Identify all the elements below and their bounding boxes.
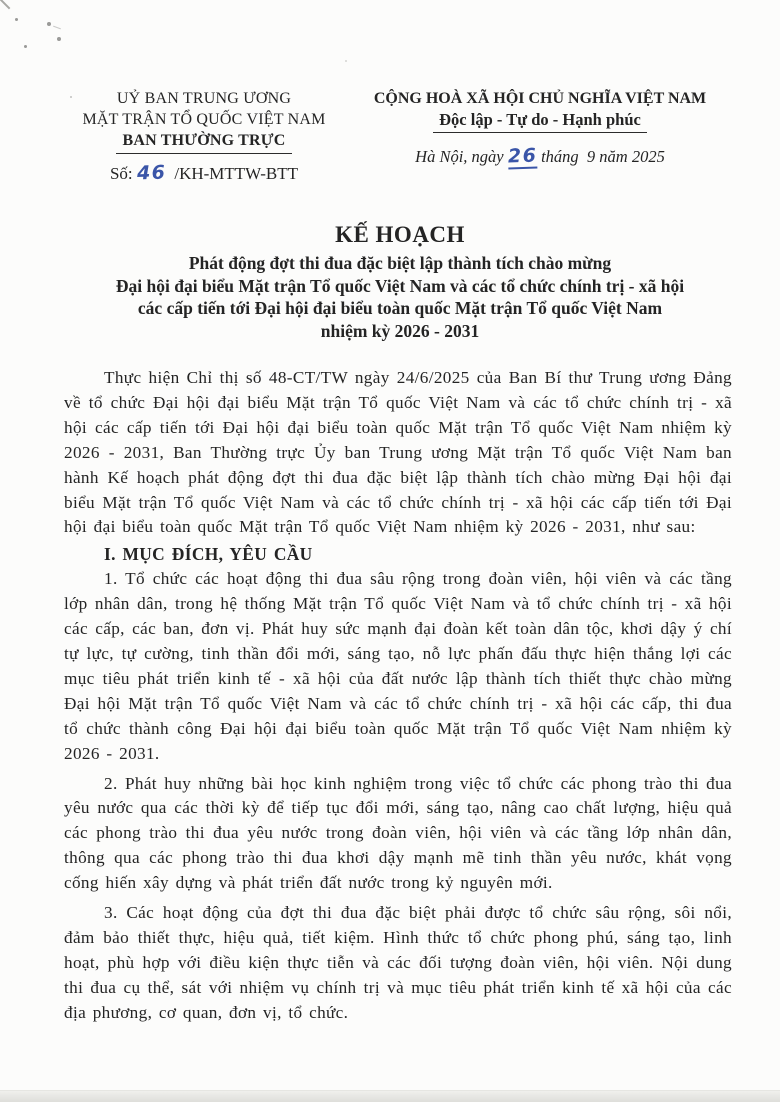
section-1-paragraph-1: 1. Tổ chức các hoạt động thi đua sâu rộng trong đoàn viên, hội viên và các tầng lớp nhân dân, trong hệ thống Mặt trận Tổ quốc Việt Nam và tổ chức chính trị - xã hội các cấp, các ban, đơn vị. Phát huy sức mạnh đại đoàn kết toàn dân tộc, khơi dậy ý chí tự lực, tự cường, tinh thần đổi mới, sáng tạo, nỗ lực phấn đấu thực hiện thắng lợi các mục tiêu phát triển kinh tế - xã hội của đất nước lập thành tích thiết thực chào mừng Đại hội Mặt trận Tổ quốc Việt Nam và các tổ chức chính trị - xã hội các cấp, thi đua tổ chức thành công Đại hội đại biểu toàn quốc Mặt trận Tổ quốc Việt Nam nhiệm kỳ 2026 - 2031. — [64, 569, 732, 763]
document-header — [64, 88, 736, 184]
subtitle-line-2: Đại hội đại biểu Mặt trận Tổ quốc Việt Nam và các tổ chức chính trị - xã hội — [115, 275, 685, 296]
scan-speck — [345, 60, 347, 62]
scan-speck — [57, 37, 61, 41]
date-prefix: Hà Nội, ngày — [415, 147, 504, 166]
org-line-2: MẶT TRẬN TỔ QUỐC VIỆT NAM — [82, 111, 326, 128]
scan-smudge — [380, 1052, 780, 1086]
scan-speck — [53, 26, 61, 30]
scan-speck — [24, 45, 27, 48]
scan-bottom-edge — [0, 1090, 780, 1102]
org-line-1: UỶ BAN TRUNG ƯƠNG — [116, 90, 292, 107]
subtitle-line-3: các cấp tiến tới Đại hội đại biểu toàn quốc Mặt trận Tổ quốc Việt Nam — [137, 298, 663, 319]
document-title: KẾ HOẠCH — [335, 222, 465, 247]
date-handwritten-day: 26 — [507, 144, 538, 168]
doc-no-label: Số: — [109, 164, 133, 183]
date-suffix: tháng 9 năm 2025 — [541, 147, 665, 166]
section-1-paragraph-3: 3. Các hoạt động của đợt thi đua đặc biệt phải được tổ chức sâu rộng, sôi nổi, đảm bảo thiết thực, hiệu quả, tiết kiệm. Hình thức tổ chức phong phú, sáng tạo, linh hoạt, phù hợp với điều kiện thực tiễn và các đối tượng đoàn viên, hội viên. Nội dung thi đua cụ thể, sát với nhiệm vụ chính trị và mục tiêu phát triển kinh tế xã hội của các địa phương, cơ quan, đơn vị, tổ chức. — [64, 903, 732, 1022]
national-motto-block — [344, 88, 736, 169]
scan-speck — [47, 22, 51, 26]
section-1-paragraph-2: 2. Phát huy những bài học kinh nghiệm trong việc tổ chức các phong trào thi đua yêu nước qua các thời kỳ để tiếp tục đổi mới, sáng tạo, nâng cao chất lượng, hiệu quả các phong trào thi đua yêu nước trong đoàn viên, hội viên và các tầng lớp nhân dân, thông qua các phong trào thi đua khơi dậy mạnh mẽ tinh thần yêu nước, khát vọng cống hiến xây dựng và phát triển đất nước trong kỷ nguyên mới. — [64, 773, 732, 893]
document-subtitle — [64, 252, 736, 342]
issuing-org-block — [64, 88, 344, 184]
national-line-1: CỘNG HOÀ XÃ HỘI CHỦ NGHĨA VIỆT NAM — [373, 90, 707, 107]
section-1-heading: I. MỤC ĐÍCH, YÊU CẦU — [104, 544, 313, 565]
document-number-line — [64, 163, 344, 184]
doc-no-handwritten-value: 46 — [136, 161, 167, 185]
subtitle-line-1: Phát động đợt thi đua đặc biệt lập thành tích chào mừng — [188, 253, 612, 273]
subtitle-line-4: nhiệm kỳ 2026 - 2031 — [320, 320, 480, 341]
doc-no-suffix: /KH-MTTW-BTT — [174, 164, 299, 183]
document-body — [64, 366, 732, 1026]
org-line-3: BAN THƯỜNG TRỰC — [64, 130, 344, 154]
scan-speck — [15, 18, 18, 21]
national-line-2: Độc lập - Tự do - Hạnh phúc — [344, 109, 736, 133]
scan-corner-mark — [0, 0, 10, 9]
document-title-block — [64, 222, 736, 342]
intro-paragraph: Thực hiện Chỉ thị số 48-CT/TW ngày 24/6/2025 của Ban Bí thư Trung ương Đảng về tổ chức Đại hội đại biểu Mặt trận Tổ quốc Việt Nam và các tổ chức chính trị - xã hội các cấp tiến tới Đại hội đại biểu toàn quốc Mặt trận Tổ quốc Việt Nam nhiệm kỳ 2026 - 2031, Ban Thường trực Ủy ban Trung ương Mặt trận Tổ quốc Việt Nam ban hành Kế hoạch phát động đợt thi đua đặc biệt lập thành tích chào mừng Đại hội đại biểu Mặt trận Tổ quốc Việt Nam và các tổ chức chính trị - xã hội các cấp tiến tới Đại hội đại biểu toàn quốc Mặt trận Tổ quốc Việt Nam nhiệm kỳ 2026 - 2031, như sau: — [64, 368, 732, 537]
place-date-line — [344, 146, 736, 169]
